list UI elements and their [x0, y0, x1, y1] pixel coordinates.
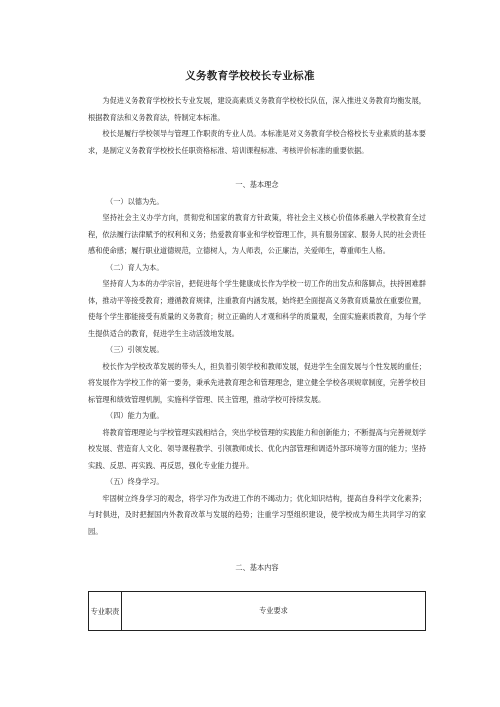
header-cell-requirement: 专业要求 [122, 592, 426, 631]
intro-paragraph: 校长是履行学校领导与管理工作职责的专业人员。本标准是对义务教育学校合格校长专业素质的基本要求，是制定义务教育学校校长任职资格标准、培训课程标准、考核评价标准的重要依据。 [88, 129, 426, 155]
standards-table [88, 591, 426, 631]
section-basic-content [88, 560, 426, 577]
subsection-heading: （四）能力为重。 [106, 411, 164, 420]
subsection-paragraph: 坚持育人为本的办学宗旨，把促进每个学生健康成长作为学校一切工作的出发点和落脚点，扶持困难群体，推动平等接受教育；遵循教育规律，注重教育内涵发展，始终把全面提高义务教育质量放在重要位置，使每个学生都能接受有质量的义务教育；树立正确的人才观和科学的质量观，全面实施素质教育，为每个学生提供适合的教育，促进学生主动活泼地发展。 [88, 279, 426, 338]
subsection-heading: （五）终身学习。 [106, 477, 164, 486]
subsection-heading: （三）引领发展。 [106, 345, 164, 354]
section-basic-concepts [88, 177, 426, 540]
section-heading: 一、基本理念 [235, 180, 279, 189]
subsection-heading: （二）育人为本。 [106, 262, 164, 272]
intro-block [88, 93, 426, 159]
header-cell-duty: 专业职责 [89, 592, 122, 631]
intro-paragraph: 为促进义务教育学校校长专业发展，建设高素质义务教育学校校长队伍，深入推进义务教育均衡发展，根据教育法和义务教育法，特制定本标准。 [88, 96, 426, 122]
subsection-paragraph: 坚持社会主义办学方向，贯彻党和国家的教育方针政策，将社会主义核心价值体系融入学校教育全过程，依法履行法律赋予的权利和义务；热爱教育事业和学校管理工作，具有服务国家、服务人民的社会责任感和使命感；履行职业道德规范，立德树人，为人师表，公正廉洁，关爱师生，尊重师生人格。 [88, 213, 426, 255]
subsection-paragraph: 将教育管理理论与学校管理实践相结合，突出学校管理的实践能力和创新能力；不断提高与完善规划学校发展、营造育人文化、领导课程教学、引领教师成长、优化内部管理和调适外部环境等方面的能力；坚持实践、反思、再实践、再反思，强化专业能力提升。 [88, 427, 426, 470]
subsection-heading: （一）以德为先。 [106, 196, 164, 206]
table-header-row [89, 592, 426, 631]
section-heading: 二、基本内容 [235, 563, 279, 572]
subsection-paragraph: 牢固树立终身学习的观念，将学习作为改进工作的不竭动力；优化知识结构，提高自身科学文化素养；与时俱进，及时把握国内外教育改革与发展的趋势；注重学习型组织建设，使学校成为师生共同学习的家园。 [88, 493, 426, 536]
document-title: 义务教育学校校长专业标准 [185, 70, 315, 82]
subsection-paragraph: 校长作为学校改革发展的带头人，担负着引领学校和教师发展，促进学生全面发展与个性发展的重任；将发展作为学校工作的第一要务，秉承先进教育理念和管理理念，建立健全学校各项规章制度，完善学校目标管理和绩效管理机制，实施科学管理、民主管理，推动学校可持续发展。 [88, 361, 426, 404]
